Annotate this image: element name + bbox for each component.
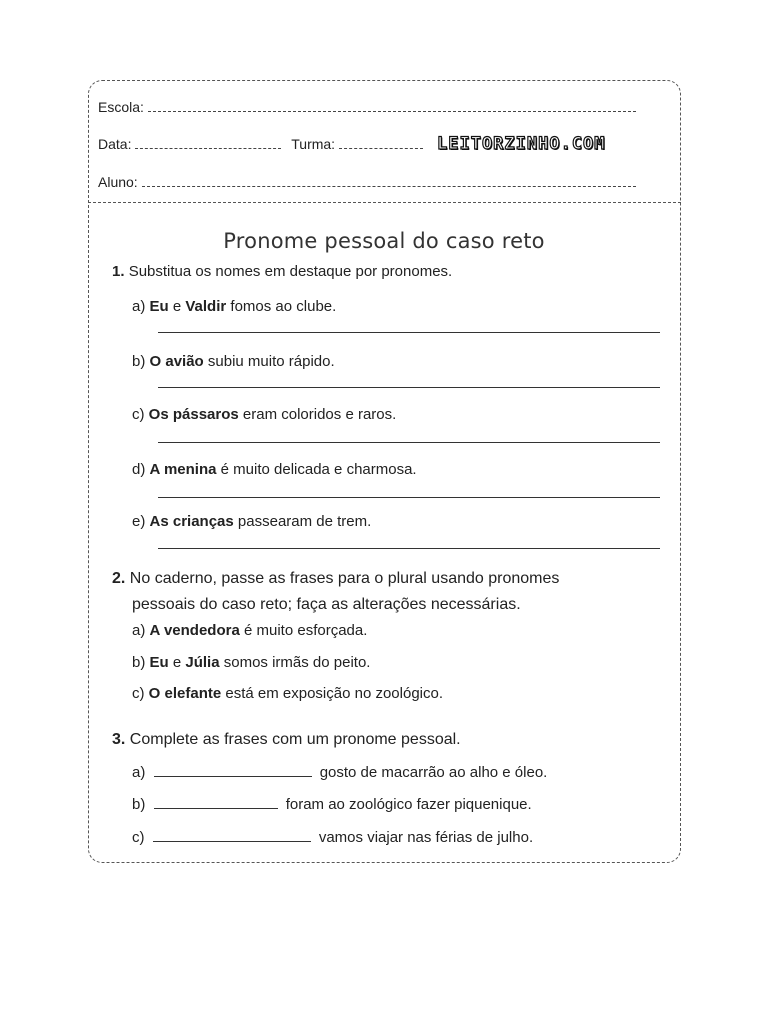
q1-item-c: [132, 406, 396, 423]
q2-item-c: [132, 685, 443, 702]
item-highlight: O elefante: [148, 685, 222, 702]
item-letter: c): [132, 685, 145, 702]
q1-item-a: [132, 298, 336, 315]
answer-line-e[interactable]: [158, 548, 660, 549]
question-2-text-line1: No caderno, passe as frases para o plural usando pronomes: [129, 570, 560, 587]
item-highlight: Os pássaros: [148, 406, 239, 423]
item-letter: c): [132, 829, 145, 846]
fill-blank-b[interactable]: [154, 795, 278, 809]
data-field[interactable]: [135, 138, 281, 149]
item-text: fomos ao clube.: [226, 298, 337, 315]
q3-item-b: [132, 795, 532, 813]
item-connector: e: [168, 298, 186, 315]
question-2-text-line2: pessoais do caso reto; faça as alterações necessárias.: [132, 596, 521, 613]
item-text: somos irmãs do peito.: [219, 654, 371, 671]
question-2-line2: [132, 596, 521, 614]
question-3: [112, 731, 461, 749]
fill-blank-a[interactable]: [154, 763, 312, 777]
turma-field[interactable]: [339, 138, 423, 149]
item-letter: a): [132, 622, 146, 639]
aluno-label: Aluno:: [98, 174, 138, 190]
page-title: Pronome pessoal do caso reto: [223, 229, 545, 253]
escola-row: [98, 99, 636, 115]
item-text: vamos viajar nas férias de julho.: [318, 829, 534, 846]
escola-field[interactable]: [148, 101, 636, 112]
q2-item-a: [132, 622, 367, 639]
item-connector: e: [168, 654, 186, 671]
item-letter: a): [132, 298, 146, 315]
item-letter: b): [132, 654, 146, 671]
item-highlight: O avião: [149, 353, 204, 370]
fill-blank-c[interactable]: [153, 828, 311, 842]
aluno-row: [98, 174, 636, 190]
item-text: passearam de trem.: [233, 513, 372, 530]
leitorzinho-logo: LEITORZINHO.COM: [437, 134, 606, 154]
item-letter: b): [132, 353, 146, 370]
item-letter: b): [132, 796, 146, 813]
question-2: [112, 570, 559, 588]
data-row: [98, 136, 423, 152]
item-letter: c): [132, 406, 145, 423]
answer-line-c[interactable]: [158, 442, 660, 443]
escola-label: Escola:: [98, 99, 144, 115]
item-highlight: A vendedora: [149, 622, 240, 639]
item-highlight: A menina: [149, 461, 217, 478]
item-text: eram coloridos e raros.: [238, 406, 397, 423]
item-text: foram ao zoológico fazer piquenique.: [285, 796, 532, 813]
answer-line-d[interactable]: [158, 497, 660, 498]
item-highlight: Valdir: [185, 298, 227, 315]
q2-item-b: [132, 654, 370, 671]
q3-item-a: [132, 763, 547, 781]
item-text: está em exposição no zoológico.: [221, 685, 444, 702]
question-1-text: Substitua os nomes em destaque por pronomes.: [128, 263, 453, 280]
item-highlight: As crianças: [149, 513, 234, 530]
question-2-number: 2.: [112, 570, 126, 587]
item-text: gosto de macarrão ao alho e óleo.: [319, 764, 548, 781]
item-text: é muito delicada e charmosa.: [216, 461, 417, 478]
header-divider: [88, 202, 681, 203]
turma-label: Turma:: [291, 136, 336, 152]
aluno-field[interactable]: [142, 176, 636, 187]
item-highlight: Eu: [149, 298, 169, 315]
item-letter: a): [132, 764, 146, 781]
q1-item-e: [132, 513, 371, 530]
data-label: Data:: [98, 136, 132, 152]
q1-item-d: [132, 461, 417, 478]
item-highlight: Eu: [149, 654, 169, 671]
q1-item-b: [132, 353, 335, 370]
question-1: [112, 263, 452, 280]
item-highlight: Júlia: [185, 654, 220, 671]
q3-item-c: [132, 828, 533, 846]
item-text: subiu muito rápido.: [203, 353, 335, 370]
item-letter: d): [132, 461, 146, 478]
question-1-number: 1.: [112, 263, 125, 280]
item-letter: e): [132, 513, 146, 530]
question-3-text: Complete as frases com um pronome pessoal.: [129, 731, 461, 748]
answer-line-a[interactable]: [158, 332, 660, 333]
answer-line-b[interactable]: [158, 387, 660, 388]
item-text: é muito esforçada.: [239, 622, 368, 639]
question-3-number: 3.: [112, 731, 126, 748]
